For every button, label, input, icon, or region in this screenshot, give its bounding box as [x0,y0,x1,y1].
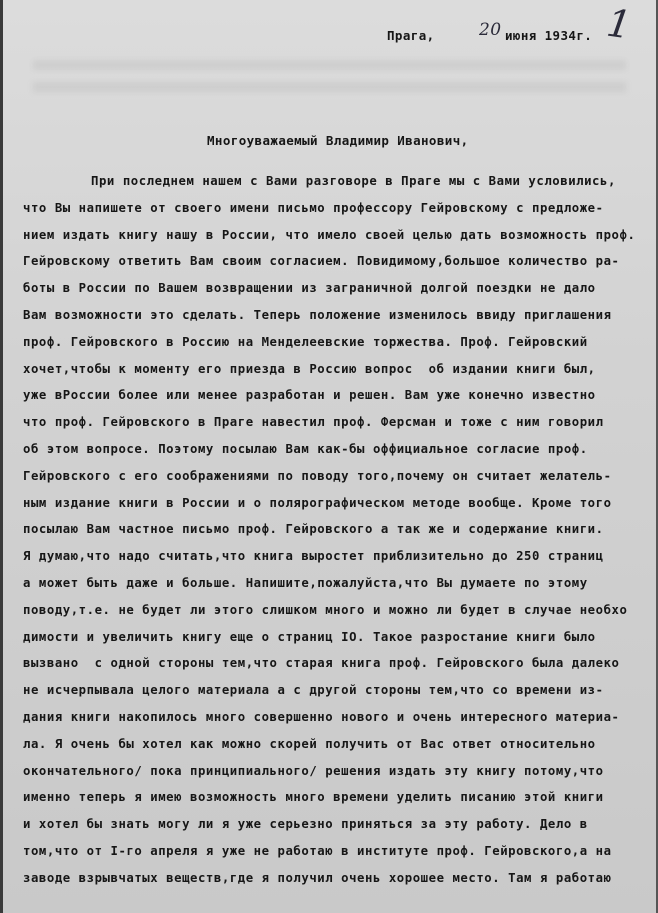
body-line: и хотел бы знать могу ли я уже серьезно приняться за эту работу. Дело в [23,817,588,832]
header-handwritten-day: 20 [479,20,502,40]
body-line: посылаю Вам частное письмо проф. Гейровского а так же и содержание книги. [23,522,604,537]
body-line: заводе взрывчатых веществ,где я получил очень хорошее место. Там я работаю [23,870,612,885]
body-line: не исчерпывала целого материала а с другой стороны тем,что со времени из- [23,683,604,698]
body-line: вызвано с одной стороны тем,что старая книга проф. Гейровского была далеко [23,656,620,671]
body-line: боты в России по Вашем возвращении из заграничной долгой поездки не дало [23,281,596,296]
bleed-through-shadow [33,60,626,70]
body-line: ла. Я очень бы хотел как можно скорей получить от Вас ответ относительно [23,736,596,751]
body-line: димости и увеличить книгу еще о страниц IO. Такое разростание книги было [23,629,596,644]
body-line: именно теперь я имею возможность много времени уделить писанию этой книги [23,790,604,805]
body-line: Гейровскому ответить Вам своим согласием. Повидимому,большое количество ра- [23,254,620,269]
header-place: Прага, [387,28,435,43]
body-line: поводу,т.е. не будет ли этого слишком много и можно ли будет в случае необхо [23,602,628,617]
body-line: нием издать книгу нашу в России, что имело своей целью дать возможность проф. [23,227,636,242]
header-date: июня 1934г. [505,28,593,43]
body-line: а может быть даже и больше. Напишите,пожалуйста,что Вы думаете по этому [23,575,588,590]
body-line: Вам возможности это сделать. Теперь положение изменилось ввиду приглашения [23,307,612,322]
bleed-through-shadow [33,82,626,92]
body-line: окончательного/ пока принципиального/ решения издать эту книгу потому,что [23,763,604,778]
body-line: том,что от I-го апреля я уже не работаю в институте проф. Гейровского,а на [23,843,612,858]
body-line: уже вРоссии более или менее разработан и решен. Вам уже конечно известно [23,388,596,403]
handwritten-page-number: 1 [604,0,635,48]
body-line: Гейровского с его соображениями по поводу того,почему он считает желатель- [23,468,612,483]
body-line: что Вы напишете от своего имени письмо профессору Гейровскому с предложе- [23,200,604,215]
body-line: При последнем нашем с Вами разговоре в Праге мы с Вами условились, [91,174,616,188]
letter-body [23,168,643,892]
body-line: Я думаю,что надо считать,что книга выростет приблизительно до 250 страниц [23,549,604,564]
body-line: об этом вопросе. Поэтому посылаю Вам как-бы оффициальное согласие проф. [23,441,588,456]
body-line: дания книги накопилось много совершенно нового и очень интересного материа- [23,709,620,724]
body-line: что проф. Гейровского в Праге навестил проф. Ферсман и тоже с ним говорил [23,415,604,430]
body-line: проф. Гейровского в Россию на Менделеевские торжества. Проф. Гейровский [23,334,588,349]
body-line: хочет,чтобы к моменту его приезда в Россию вопрос об издании книги был, [23,361,596,376]
salutation: Многоуважаемый Владимир Иванович, [207,133,469,148]
body-line: ным издание книги в России и о полярографическом методе вообще. Кроме того [23,495,612,510]
